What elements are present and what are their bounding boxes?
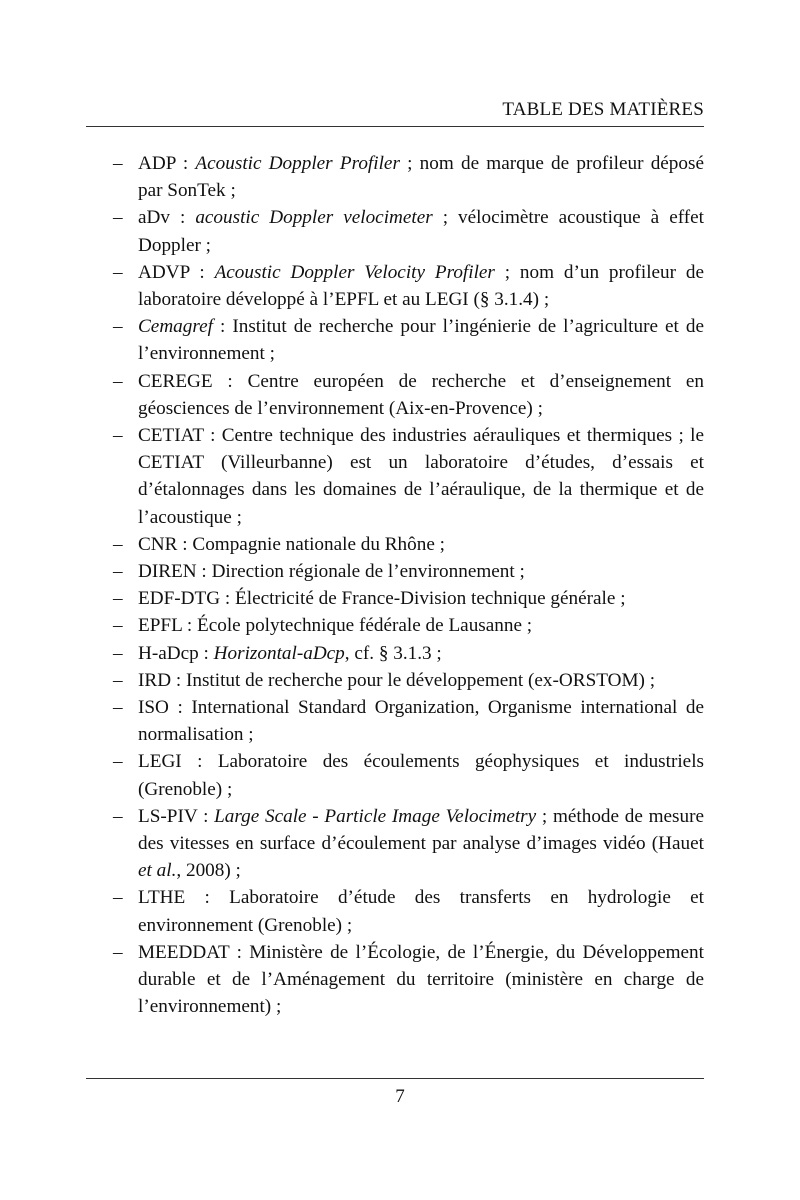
dash-bullet: – [113, 615, 123, 637]
list-item: – aDv : acoustic Doppler velocimeter ; vélocimètre acoustique à effet Doppler ; [86, 204, 704, 258]
dash-bullet: – [113, 669, 123, 691]
dash-bullet: – [113, 697, 123, 719]
list-item: – CNR : Compagnie nationale du Rhône ; [86, 531, 704, 558]
list-item: – CETIAT : Centre technique des industries aérauliques et thermiques ; le CETIAT (Villeurbanne) est un laboratoire d’études, d’essais et d’étalonnages dans les domaines de l’aéraulique, de la thermique et de l’acoustique ; [86, 422, 704, 531]
dash-bullet: – [113, 207, 123, 229]
dash-bullet: – [113, 153, 123, 174]
list-item: – ADP : Acoustic Doppler Profiler ; nom de marque de profileur déposé par SonTek ; [86, 150, 704, 204]
header-rule [86, 126, 704, 127]
dash-bullet: – [113, 887, 123, 909]
list-item: – H-aDcp : Horizontal-aDcp, cf. § 3.1.3 ; [86, 640, 704, 667]
dash-bullet: – [113, 261, 123, 283]
dash-bullet: – [113, 370, 123, 392]
dash-bullet: – [113, 316, 123, 338]
dash-bullet: – [113, 642, 123, 664]
dash-bullet: – [113, 941, 123, 963]
list-item: – ADVP : Acoustic Doppler Velocity Profiler ; nom d’un profileur de laboratoire développé à l’EPFL et au LEGI (§ 3.1.4) ; [86, 259, 704, 313]
dash-bullet: – [113, 805, 123, 827]
footer-rule [86, 1078, 704, 1079]
list-item: – LEGI : Laboratoire des écoulements géophysiques et industriels (Grenoble) ; [86, 748, 704, 802]
abbreviation-list [86, 150, 704, 1021]
list-item: – LS-PIV : Large Scale - Particle Image Velocimetry ; méthode de mesure des vitesses en surface d’écoulement par analyse d’images vidéo (Hauet et al., 2008) ; [86, 803, 704, 885]
dash-bullet: – [113, 751, 123, 773]
page-number: 7 [395, 1086, 405, 1107]
dash-bullet: – [113, 533, 123, 555]
dash-bullet: – [113, 561, 123, 583]
list-item: – LTHE : Laboratoire d’étude des transferts en hydrologie et environnement (Grenoble) ; [86, 884, 704, 938]
list-item: – ISO : International Standard Organization, Organisme international de normalisation ; [86, 694, 704, 748]
dash-bullet: – [113, 425, 123, 447]
list-item: – DIREN : Direction régionale de l’environnement ; [86, 558, 704, 585]
list-item: – EPFL : École polytechnique fédérale de Lausanne ; [86, 612, 704, 639]
running-header: TABLE DES MATIÈRES [502, 99, 704, 120]
list-item: – Cemagref : Institut de recherche pour l’ingénierie de l’agriculture et de l’environnement ; [86, 313, 704, 367]
list-item: – IRD : Institut de recherche pour le développement (ex-ORSTOM) ; [86, 667, 704, 694]
list-item: – MEEDDAT : Ministère de l’Écologie, de l’Énergie, du Développement durable et de l’Aménagement du territoire (ministère en charge de l’environnement) ; [86, 939, 704, 1021]
list-item: – EDF-DTG : Électricité de France-Division technique générale ; [86, 585, 704, 612]
list-item: – CEREGE : Centre européen de recherche et d’enseignement en géosciences de l’environnement (Aix-en-Provence) ; [86, 368, 704, 422]
dash-bullet: – [113, 588, 123, 610]
